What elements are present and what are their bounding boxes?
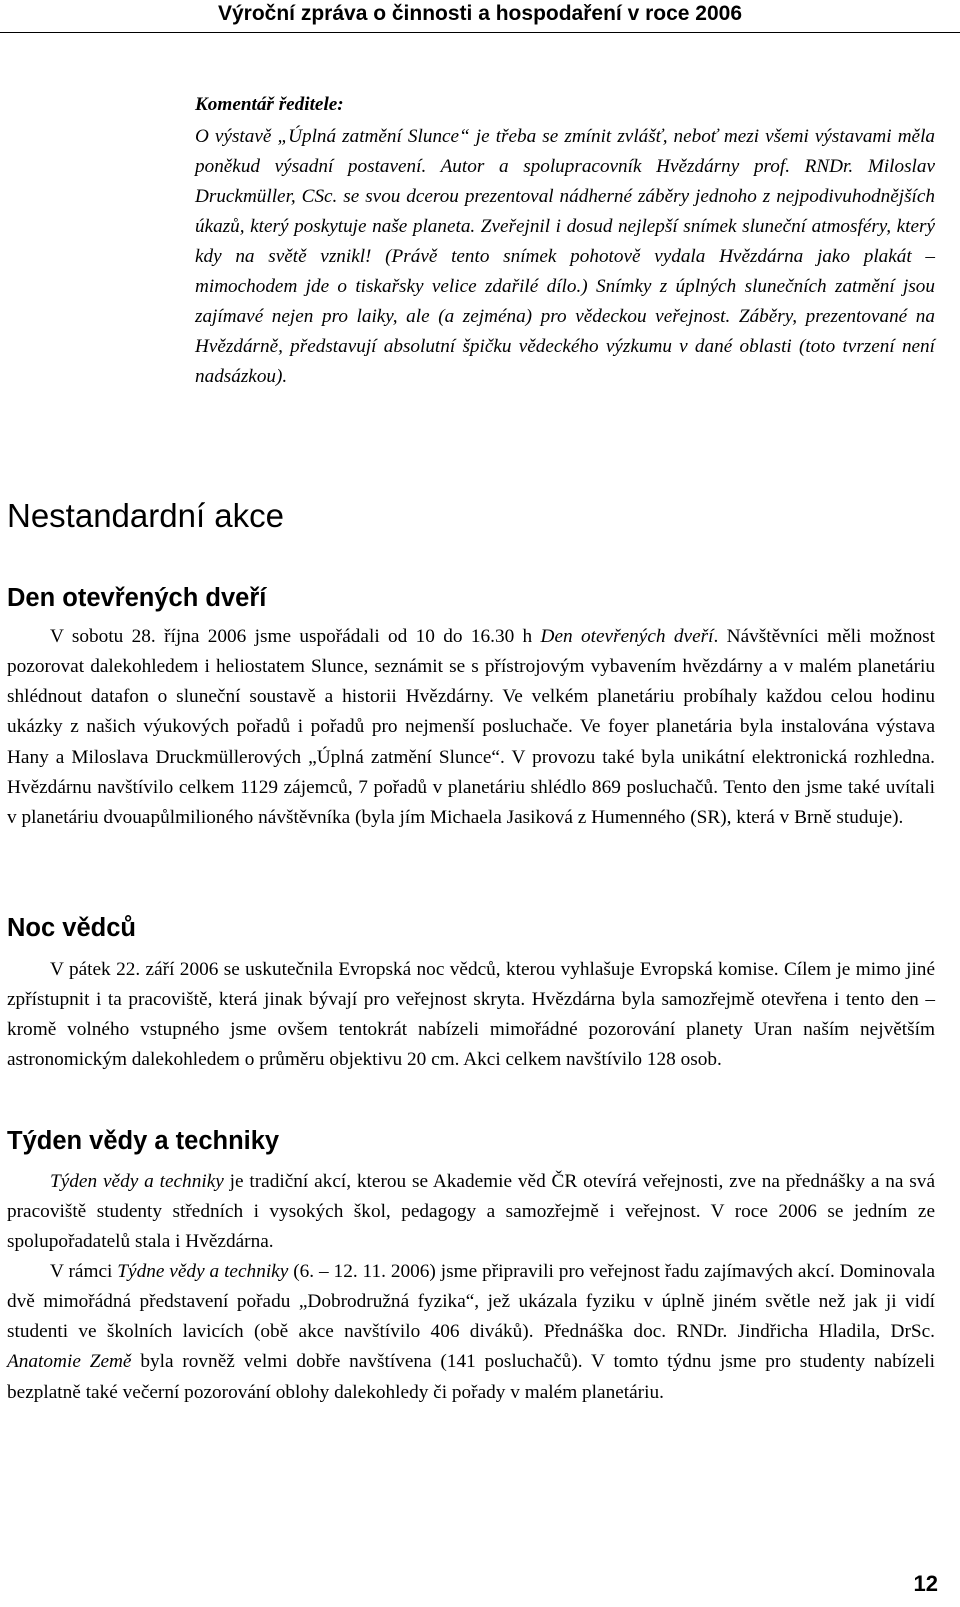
page-number: 12 [913,1571,938,1596]
science-week-text-2a: V rámci [50,1261,118,1282]
open-day-text-b: . Návštěvníci měli možnost pozorovat dalekohledem i heliostatem Slunce, seznámit se s přístrojovým vybavením hvězdárny a v malém planetáriu shlédnout datafon o sluneční soustavě a historii Hvězdárny. Ve velkém planetáriu probíhaly každou celou hodinu ukázky z našich výukových pořadů i pořadů pro nejmenší posluchače. Ve foyer planetária byla instalována výstava Hany a Miloslava Druckmüllerových „Úplná zatmění Slunce“. V provozu také byla unikátní elektronická rozhledna. Hvězdárnu navštívilo celkem 1129 zájemců, 7 pořadů v planetáriu shlédlo 869 posluchačů. Tento den jsme také uvítali v planetáriu dvouapůlmilioného návštěvníka (byla jím Michaela Jasiková z Humenného (SR), která v Brně studuje). [7,626,936,828]
report-title: Výroční zpráva o činnosti a hospodaření v roce 2006 [217,2,742,25]
science-week-em-1: Týden vědy a techniky [50,1171,224,1192]
comment-text: O výstavě „Úplná zatmění Slunce“ je třeba se zmínit zvlášť, neboť mezi všemi výstavami měla poněkud výsadní postavení. Autor a spolupracovník Hvězdárny prof. RNDr. Miloslav Druckmüller, CSc. se svou dcerou prezentoval nádherné záběry jednoho z nejpodivuhodnějších úkazů, který poskytuje naše planeta. Zveřejnil i dosud nejlepší snímek sluneční atmosféry, který kdy na světě vznikl! (Právě tento snímek pohotově vydala Hvězdárna jako plakát – mimochodem jde o tiskařsky velice zdařilé dílo.) Snímky z úplných slunečních zatmění jsou zajímavé nejen pro laiky, ale (a zejména) pro vědeckou veřejnost. Záběry, prezentované na Hvězdárně, představují absolutní špičku vědeckého výzkumu v dané oblasti (toto tvrzení není nadsázkou). [195,126,935,387]
science-night-heading: Noc vědců [7,914,136,942]
science-week-paragraph-2 [7,1257,935,1408]
page-header [0,0,960,33]
open-day-text-em: Den otevřených dveří [540,626,714,647]
comment-label: Komentář ředitele: [195,94,344,115]
science-week-em-3: Anatomie Země [7,1351,132,1373]
section-title: Nestandardní akce [7,497,285,534]
science-night-paragraph: V pátek 22. září 2006 se uskutečnila Evropská noc vědců, kterou vyhlašuje Evropská komise. Cílem je mimo jiné zpřístupnit i ta pracoviště, která jinak bývají pro veřejnost skryta. Hvězdárna byla samozřejmě otevřena i tento den – kromě volného vstupného jsme ovšem tentokrát nabízeli mimořádné pozorování planety Uran naším největším astronomickým dalekohledem o průměru objektivu 20 cm. Akci celkem navštívilo 128 osob. [7,959,935,1071]
open-day-text-a: V sobotu 28. října 2006 jsme uspořádali od 10 do 16.30 h [50,626,541,647]
science-week-paragraph-1 [7,1167,935,1257]
open-day-heading: Den otevřených dveří [7,584,267,612]
open-day-paragraph [7,622,935,833]
science-week-text-2c: byla rovněž velmi dobře navštívena (141 posluchačů). V tomto týdnu jsme pro studenty nabízeli bezplatně také večerní pozorování oblohy dalekohledy či pořady v malém planetáriu. [7,1351,935,1403]
director-comment [195,90,935,392]
science-week-em-2: Týdne vědy a techniky [117,1261,289,1282]
science-week-text-2b: (6. – 12. 11. 2006) jsme připravili pro veřejnost řadu zajímavých akcí. Dominovala dvě mimořádná představení pořadu „Dobrodružná fyzika“, jež ukázala fyziku v úplně jiném světle než jak ji vidí studenti ve školních lavicích (obě akce navštívilo 406 diváků). Přednáška doc. RNDr. Jindřicha Hladila, DrSc. [7,1261,936,1343]
science-week-heading: Týden vědy a techniky [7,1127,280,1155]
science-week-text-1: je tradiční akcí, kterou se Akademie věd ČR otevírá veřejnosti, zve na přednášky a na svá pracoviště studenty středních i vysokých škol, pedagogy a samozřejmě i veřejnost. V roce 2006 se jedním ze spolupořadatelů stala i Hvězdárna. [7,1171,936,1253]
